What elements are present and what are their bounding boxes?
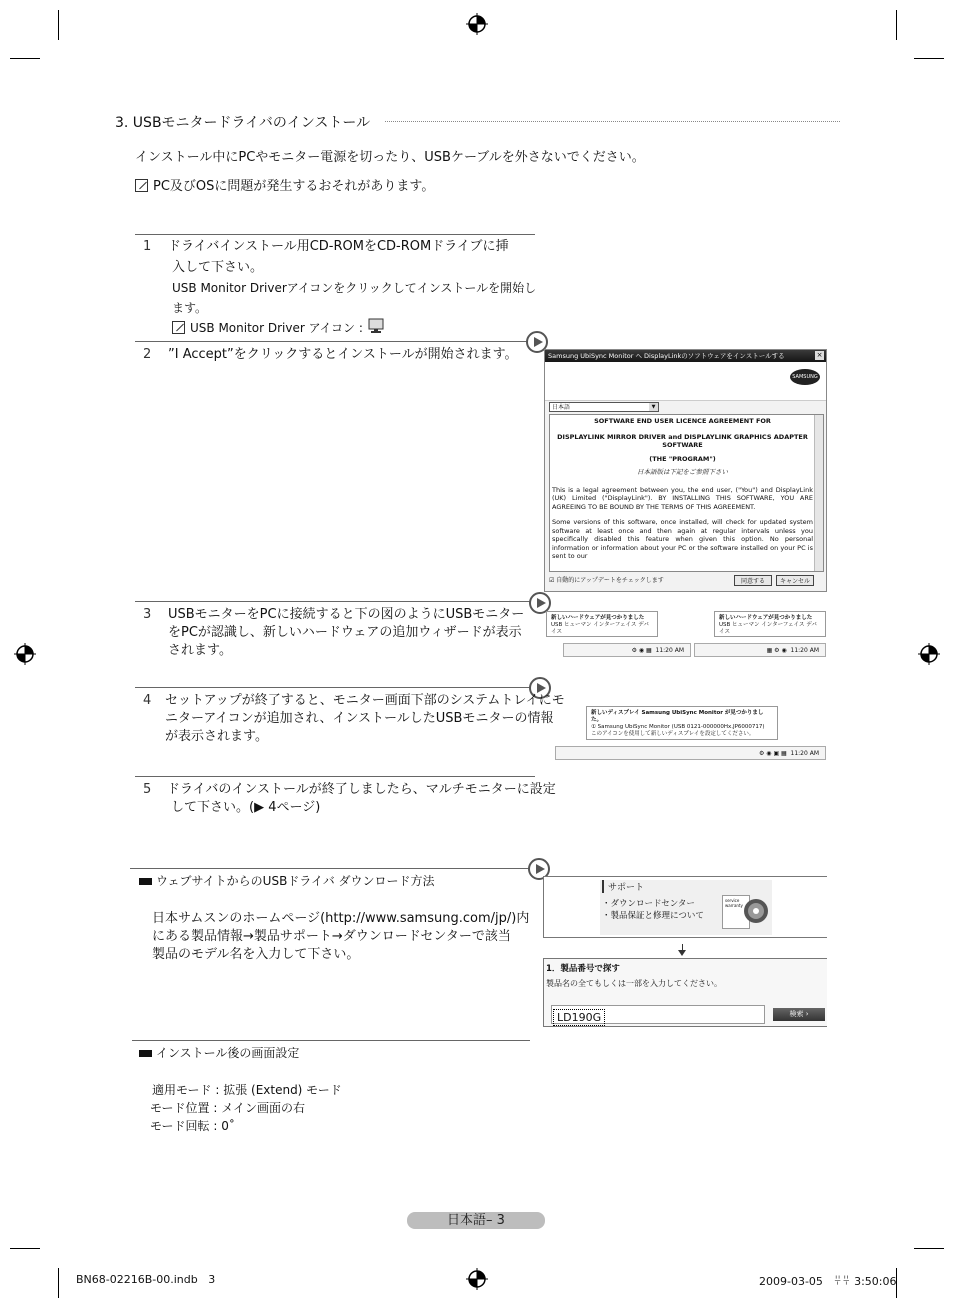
crop-mark [914,1248,944,1249]
service-badge: service warranty [722,895,750,929]
step-note: USB Monitor Driver アイコン : [172,318,385,338]
step-text: セットアップが終了すると、モニター画面下部のシステムトレイにモ [165,693,565,708]
scrollbar[interactable] [814,415,823,571]
section-divider [130,868,530,869]
memo-icon [135,179,148,192]
step-text: 入して下さい。 [172,260,264,275]
bullet-square [139,878,152,885]
dialog-banner [545,362,826,401]
heading-dotted-rule [385,121,840,122]
step-divider [135,687,535,688]
new-hardware-balloon: 新しいハードウェアが見つかりました USB ヒューマン インターフェイス デバイス [714,611,826,637]
license-text[interactable] [549,414,824,572]
step-text: して下さい。(▶ 4ページ) [171,800,321,815]
step-divider [135,341,535,342]
samsung-logo: SAMSUNG [790,369,820,385]
step-text: ドライバのインストールが終了しましたら、マルチモニターに設定 [167,782,556,797]
license-heading: SOFTWARE END USER LICENCE AGREEMENT FOR [594,417,771,425]
agree-button[interactable]: 同意する [734,575,772,586]
step-divider [135,776,535,777]
step-text: ”I Accept”をクリックするとインストールが開始されます。 [168,347,518,362]
download-text: にある製品情報→製品サポート→ダウンロードセンターで該当 [152,929,511,944]
crop-mark [896,10,897,40]
search-hint: 製品名の全てもしくは一部を入力してください。 [546,979,722,988]
search-panel [543,958,827,1027]
step-divider [135,601,535,602]
dialog-title-bar: Samsung UbiSync Monitor へ DisplayLinkのソフトウェアをインストールする × [545,350,826,362]
monitor-icon [367,318,385,334]
license-heading: DISPLAYLINK MIRROR DRIVER and DISPLAYLINK GRAPHICS ADAPTER SOFTWARE [557,432,808,449]
system-tray: ▦ ⚙ ◉ 11:20 AM [694,643,826,657]
step-text: ニターアイコンが追加され、インストールしたUSBモニターの情報 [165,711,554,726]
download-heading: ウェブサイトからのUSBドライバ ダウンロード方法 [139,872,435,891]
system-tray: ⚙ ◉ ▣ ▦ 11:20 AM [555,746,826,760]
page-number-label: 日本語– 3 [407,1212,545,1229]
crop-mark [58,1268,59,1298]
step-number: 5 [143,782,152,797]
step-divider [135,234,535,235]
bullet-square [139,1050,152,1057]
download-text: 日本サムスンのホームページ(http://www.samsung.com/jp/)内 [152,911,530,926]
cd-disc-icon [742,897,770,925]
tray-icons: ⚙ ◉ ▦ [631,647,656,654]
license-heading: (THE "PROGRAM") [649,454,716,463]
settings-line: モード回転 : 0˚ [150,1119,235,1133]
model-search-input[interactable] [551,1005,765,1024]
footer-date: 2009-03-05 ꇭꇭ 3:50:06 [759,1275,897,1288]
step-subtext: USB Monitor Driverアイコンをクリックしてインストールを開始し [172,281,537,295]
download-text: 製品のモデル名を入力して下さい。 [152,947,360,962]
crop-mark [914,58,944,59]
registration-mark-icon [14,643,36,665]
intro-note: PC及びOSに問題が発生するおそれがあります。 [135,177,434,196]
step-text: が表示されます。 [165,729,268,744]
step-text: USBモニターをPCに接続すると下の図のようにUSBモニター [168,607,525,622]
license-paragraph: This is a legal agreement between you, the end user, ("You") and DisplayLink (UK) Limited ("DisplayLink"). BY INSTALLING THIS SOFTWARE, YOU ARE AGREEING TO BE BOUND BY THE TERMS OF THIS AGREEMENT. [552,485,813,511]
tray-icons: ⚙ ◉ ▣ ▦ [759,750,791,757]
settings-heading: インストール後の画面設定 [139,1044,299,1063]
license-paragraph: Some versions of this software, once installed, will check for updated system software at least once and then again at regular intervals unless you specifically disabled this feature when given this option. No personal information or information about your PC or the software installed on your PC is sent to our [552,518,813,560]
tray-icons: ▦ ⚙ ◉ [766,647,791,654]
model-search-value: LD190G [553,1009,605,1026]
settings-line: モード位置 : メイン画面の右 [150,1101,305,1115]
support-title: サポート [602,880,644,893]
step-number: 3 [143,607,152,622]
cancel-button[interactable]: キャンセル [776,575,814,586]
step-number: 2 [143,347,152,362]
step-text: されます。 [168,643,232,658]
close-icon[interactable]: × [816,351,823,359]
step-text: ドライバインストール用CD-ROMをCD-ROMドライブに挿 [168,239,509,254]
step-number: 4 [143,693,152,708]
system-tray: ⚙ ◉ ▦ 11:20 AM [563,643,691,657]
search-button[interactable]: 検索 › [773,1008,825,1021]
support-link-download[interactable]: ・ダウンロードセンター [602,899,695,909]
memo-icon [172,321,185,334]
auto-update-checkbox[interactable]: ☑ 自動的にアップデートをチェックします [549,577,664,584]
down-arrow-head [678,950,686,956]
crop-mark [10,1248,40,1249]
license-jp-note: 日本語版は下記をご参照下さい [637,468,728,476]
support-panel [543,876,827,938]
crop-mark [58,10,59,40]
step-text: をPCが認識し、新しいハードウェアの追加ウィザードが表示 [168,625,522,640]
crop-mark [10,58,40,59]
new-hardware-balloon: 新しいハードウェアが見つかりました USB ヒューマン インターフェイス デバイス [546,611,658,637]
section-heading: 3. USBモニタードライバのインストール [115,115,371,131]
registration-mark-icon [466,1268,488,1290]
support-link-warranty[interactable]: ・製品保証と修理について [602,911,704,921]
intro-warning: インストール中にPCやモニター電源を切ったり、USBケーブルを外さないでください。 [135,150,645,165]
license-dialog [544,349,827,592]
step-subtext: ます。 [172,301,208,315]
step-number: 1 [143,239,152,254]
language-select[interactable]: 日本語 ▼ [549,402,659,412]
search-title: 1．製品番号で探す [546,964,620,974]
settings-line: 適用モード : 拡張 (Extend) モード [152,1083,342,1097]
section-divider [132,1040,530,1041]
registration-mark-icon [918,643,940,665]
registration-mark-icon [466,13,488,35]
new-display-balloon: 新しいディスプレイ Samsung UbiSync Monitor が見つかりました。 ① Samsung UbiSync Monitor (USB 0121-000000Hx.JP6000717) このアイコンを使用して新しいディスプレイを設定してください。 [586,706,778,740]
footer-file: BN68-02216B-00.indb 3 [76,1273,216,1286]
